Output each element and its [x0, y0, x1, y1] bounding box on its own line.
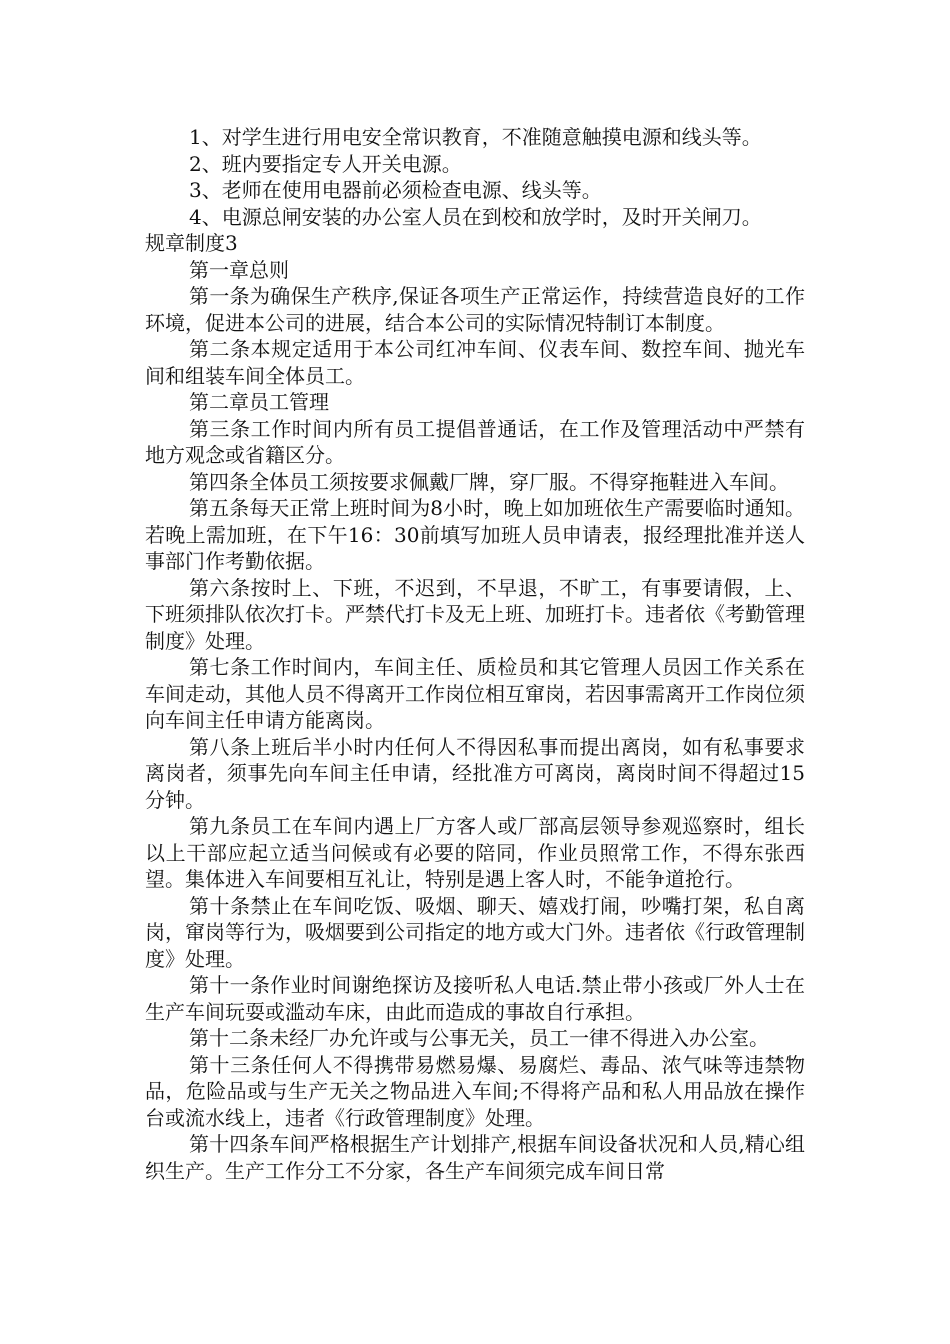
- article-6: 第六条按时上、下班，不迟到，不早退，不旷工，有事要请假，上、下班须排队依次打卡。严禁代打卡及无上班、加班打卡。违者依《考勤管理制度》处理。: [145, 575, 805, 653]
- chapter-heading-2: 第二章员工管理: [189, 390, 329, 414]
- article-4: 第四条全体员工须按要求佩戴厂牌，穿厂服。不得穿拖鞋进入车间。: [189, 469, 789, 494]
- article-2: 第二条本规定适用于本公司红冲车间、仪表车间、数控车间、抛光车间和组装车间全体员工。: [145, 337, 805, 388]
- article-9: 第九条员工在车间内遇上厂方客人或厂部高层领导参观巡察时，组长以上干部应起立适当问候或有必要的陪同，作业员照常工作，不得东张西望。集体进入车间要相互礼让，特别是遇上客人时，不能争道抢行。: [145, 814, 805, 891]
- article-14: 第十四条车间严格根据生产计划排产,根据车间设备状况和人员,精心组织生产。生产工作分工不分家，各生产车间须完成车间日常: [145, 1132, 805, 1183]
- article-11: 第十一条作业时间谢绝探访及接听私人电话.禁止带小孩或厂外人士在生产车间玩耍或滥动车床，由此而造成的事故自行承担。: [145, 973, 805, 1024]
- section-title: 规章制度3: [145, 231, 238, 255]
- list-item-3: 3、老师在使用电器前必须检查电源、线头等。: [189, 178, 602, 202]
- article-12: 第十二条未经厂办允许或与公事无关，员工一律不得进入办公室。: [189, 1026, 769, 1050]
- article-10: 第十条禁止在车间吃饭、吸烟、聊天、嬉戏打闹，吵嘴打架，私自离岗，窜岗等行为，吸烟要到公司指定的地方或大门外。违者依《行政管理制度》处理。: [145, 893, 805, 971]
- chapter-heading-1: 第一章总则: [189, 257, 289, 282]
- list-item-1: 1、对学生进行用电安全常识教育，不准随意触摸电源和线头等。: [189, 125, 762, 149]
- document-body: [145, 124, 805, 1184]
- article-5: 第五条每天正常上班时间为8小时，晚上如加班依生产需要临时通知。若晚上需加班，在下午16：30前填写加班人员申请表，报经理批准并送人事部门作考勤依据。: [145, 496, 805, 573]
- article-7: 第七条工作时间内，车间主任、质检员和其它管理人员因工作关系在车间走动，其他人员不得离开工作岗位相互窜岗，若因事需离开工作岗位须向车间主任申请方能离岗。: [145, 655, 805, 732]
- article-8: 第八条上班后半小时内任何人不得因私事而提出离岗，如有私事要求离岗者，须事先向车间主任申请，经批准方可离岗，离岗时间不得超过15分钟。: [145, 734, 805, 812]
- list-item-2: 2、班内要指定专人开关电源。: [189, 151, 462, 176]
- list-item-4: 4、电源总闸安装的办公室人员在到校和放学时，及时开关闸刀。: [189, 204, 762, 229]
- article-3: 第三条工作时间内所有员工提倡普通话，在工作及管理活动中严禁有地方观念或省籍区分。: [145, 416, 805, 467]
- article-1: 第一条为确保生产秩序,保证各项生产正常运作，持续营造良好的工作环境，促进本公司的进展，结合本公司的实际情况特制订本制度。: [145, 284, 805, 335]
- article-13: 第十三条任何人不得携带易燃易爆、易腐烂、毒品、浓气味等违禁物品，危险品或与生产无关之物品进入车间;不得将产品和私人用品放在操作台或流水线上，违者《行政管理制度》处理。: [145, 1052, 805, 1130]
